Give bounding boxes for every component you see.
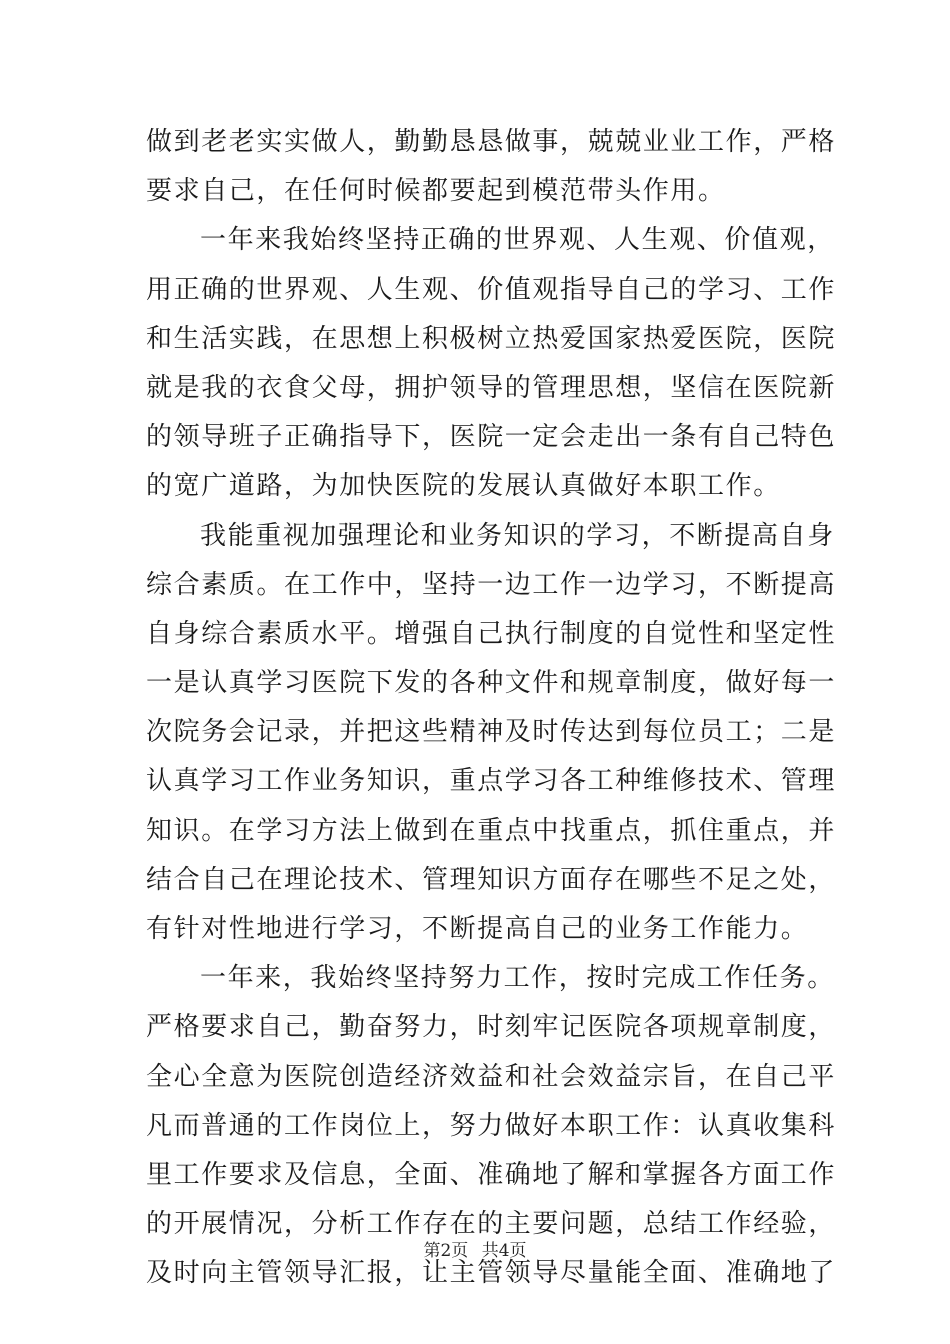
paragraph-2-line-4: 就是我的衣食父母，拥护领导的管理思想，坚信在医院新 xyxy=(146,372,837,403)
paragraph-4-line-4: 凡而普通的工作岗位上，努力做好本职工作：认真收集科 xyxy=(146,1110,837,1141)
paragraph-3-line-9: 有针对性地进行学习，不断提高自己的业务工作能力。 xyxy=(146,914,809,944)
page-total: 共4页 xyxy=(481,1241,527,1261)
paragraph-2-line-1: 一年来我始终坚持正确的世界观、人生观、价值观， xyxy=(200,225,835,256)
paragraph-3-line-8: 结合自己在理论技术、管理知识方面存在哪些不足之处， xyxy=(146,864,837,895)
paragraph-1-line-2: 要求自己，在任何时候都要起到模范带头作用。 xyxy=(146,176,726,207)
paragraph-4-line-6: 的开展情况，分析工作存在的主要问题，总结工作经验， xyxy=(146,1209,837,1240)
paragraph-2-line-2: 用正确的世界观、人生观、价值观指导自己的学习、工作 xyxy=(146,274,837,305)
paragraph-3-line-1: 我能重视加强理论和业务知识的学习，不断提高自身 xyxy=(200,520,835,551)
paragraph-2-line-6: 的宽广道路，为加快医院的发展认真做好本职工作。 xyxy=(146,471,781,502)
paragraph-2-line-5: 的领导班子正确指导下，医院一定会走出一条有自己特色 xyxy=(146,422,837,453)
page-footer xyxy=(0,1240,950,1262)
paragraph-3-line-4: 一是认真学习医院下发的各种文件和规章制度，做好每一 xyxy=(146,668,837,699)
paragraph-4-line-7: 及时向主管领导汇报，让主管领导尽量能全面、准确地了 xyxy=(146,1258,837,1289)
paragraph-4-line-3: 全心全意为医院创造经济效益和社会效益宗旨，在自己平 xyxy=(146,1061,837,1092)
paragraph-3-line-3: 自身综合素质水平。增强自己执行制度的自觉性和坚定性 xyxy=(146,618,837,649)
paragraph-4-line-1: 一年来，我始终坚持努力工作，按时完成工作任务。 xyxy=(200,963,835,994)
paragraph-2-line-3: 和生活实践，在思想上积极树立热爱国家热爱医院，医院 xyxy=(146,323,837,354)
paragraph-4-line-2: 严格要求自己，勤奋努力，时刻牢记医院各项规章制度， xyxy=(146,1012,837,1043)
paragraph-3-line-2: 综合素质。在工作中，坚持一边工作一边学习，不断提高 xyxy=(146,569,837,600)
page-number: 第2页 xyxy=(423,1241,469,1261)
paragraph-3-line-7: 知识。在学习方法上做到在重点中找重点，抓住重点，并 xyxy=(146,815,837,846)
paragraph-3-line-6: 认真学习工作业务知识，重点学习各工种维修技术、管理 xyxy=(146,766,837,797)
paragraph-3-line-5: 次院务会记录，并把这些精神及时传达到每位员工；二是 xyxy=(146,717,837,748)
paragraph-1-line-1: 做到老老实实做人，勤勤恳恳做事，兢兢业业工作，严格 xyxy=(146,127,837,157)
document-body xyxy=(146,118,837,1299)
paragraph-4-line-5: 里工作要求及信息，全面、准确地了解和掌握各方面工作 xyxy=(146,1159,837,1190)
